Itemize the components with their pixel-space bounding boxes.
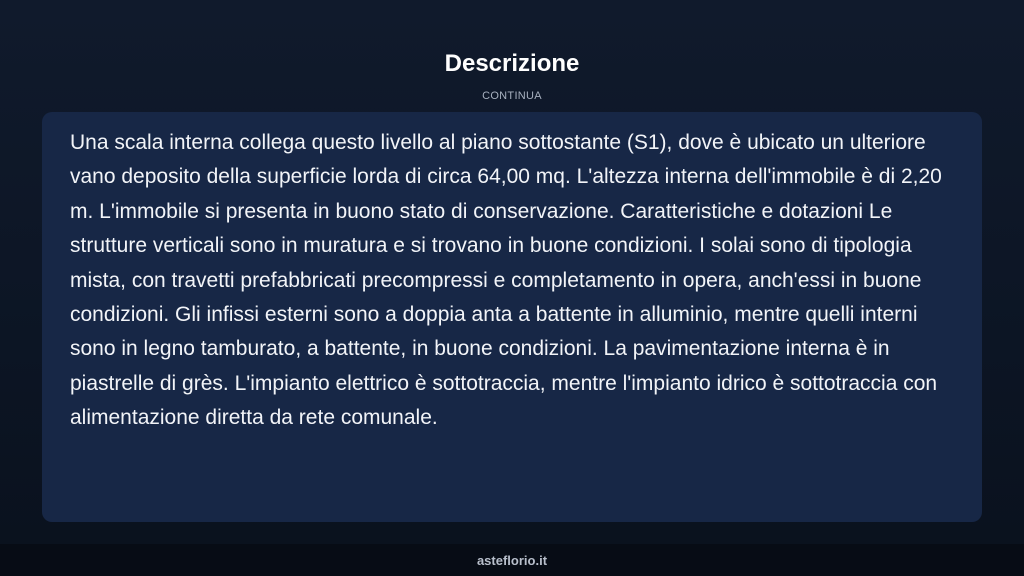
header — [0, 0, 1024, 112]
page-subtitle: CONTINUA — [482, 90, 542, 102]
description-card — [42, 112, 982, 522]
footer-site-name: asteflorio.it — [476, 553, 548, 568]
description-text: Una scala interna collega questo livello al piano sottostante (S1), dove è ubicato un ulteriore vano deposito della superficie lorda di circa 64,00 mq. L'altezza interna dell'immobile è di 2,20 m. L'immobile si presenta in buono stato di conservazione. Caratteristiche e dotazioni Le strutture verticali sono in muratura e si trovano in buone condizioni. I solai sono di tipologia mista, con travetti prefabbricati precompressi e completamento in opera, anch'essi in buone condizioni. Gli infissi esterni sono a doppia anta a battente in alluminio, mentre quelli interni sono in legno tamburato, a battente, in buone condizioni. La pavimentazione interna è in piastrelle di grès. L'impianto elettrico è sottotraccia, mentre l'impianto idrico è sottotraccia con alimentazione diretta da rete comunale. — [70, 131, 942, 430]
page-title: Descrizione — [444, 50, 580, 77]
footer-bar — [0, 544, 1024, 576]
